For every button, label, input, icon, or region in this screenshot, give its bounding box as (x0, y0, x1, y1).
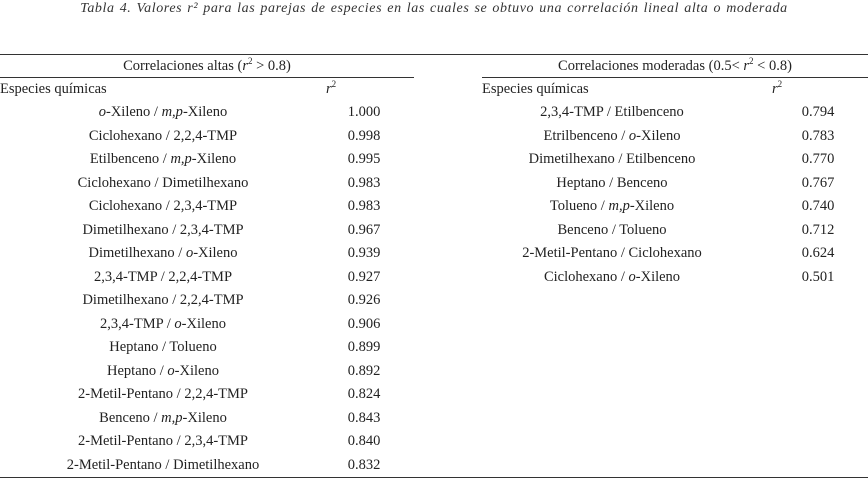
r2-value: 0.794 (801, 104, 835, 120)
r2-value: 0.892 (347, 362, 381, 379)
species-pair: 2-Metil-Pentano / Dimetilhexano (66, 456, 260, 473)
r2-value: 0.712 (801, 221, 835, 238)
r-exponent: 2 (247, 56, 253, 66)
species-pair: Dimetilhexano / 2,3,4-TMP (82, 221, 244, 238)
r-exponent: 2 (777, 79, 783, 89)
species-pair: 2-Metil-Pentano / 2,3,4-TMP (78, 433, 248, 449)
species-pair: Heptano / Benceno (556, 174, 668, 191)
group-title-prefix: Correlaciones moderadas (0.5< (558, 58, 744, 74)
species-pair: 2-Metil-Pentano / Ciclohexano (522, 245, 702, 261)
r2-value: 0.927 (347, 268, 381, 285)
r2-value: 1.000 (347, 104, 381, 120)
group-title-suffix: > 0.8) (252, 58, 291, 74)
r-symbol: r (772, 81, 778, 97)
species-pair: Dimetilhexano / o-Xileno (88, 245, 238, 261)
column-header-r2 (772, 78, 864, 100)
r2-value: 0.983 (347, 198, 381, 214)
r2-value: 0.832 (347, 456, 381, 473)
r2-value: 0.501 (801, 268, 835, 285)
r2-value: 0.899 (347, 339, 381, 355)
species-pair: Etrilbenceno / o-Xileno (543, 127, 681, 144)
r2-value: 0.824 (347, 386, 381, 402)
table-caption: Tabla 4. Valores r² para las parejas de especies en las cuales se obtuvo una correlación lineal alta o moderada (80, 1, 788, 16)
species-pair: Ciclohexano / o-Xileno (543, 268, 681, 285)
high-correlations-title (0, 55, 414, 77)
r2-value: 0.624 (801, 245, 835, 261)
species-pair: Ciclohexano / 2,2,4-TMP (88, 127, 238, 144)
group-title-prefix: Correlaciones altas ( (123, 58, 243, 74)
r2-value: 0.998 (347, 127, 381, 144)
r-symbol: r (743, 58, 750, 74)
species-pair: Ciclohexano / Dimetilhexano (77, 174, 249, 191)
column-header-species: Especies químicas (482, 81, 589, 97)
moderate-correlations-title (482, 55, 868, 77)
r2-value: 0.770 (801, 151, 835, 167)
r2-value: 0.843 (347, 409, 381, 426)
r-symbol: r (326, 81, 332, 97)
species-pair: Heptano / o-Xileno (107, 362, 219, 379)
species-pair: Ciclohexano / 2,3,4-TMP (88, 198, 238, 214)
species-pair: Etilbenceno / m,p-Xileno (89, 151, 237, 167)
species-pair: Heptano / Tolueno (109, 339, 217, 355)
species-pair: o-Xileno / m,p-Xileno (98, 104, 228, 120)
species-pair: Dimetilhexano / Etilbenceno (528, 151, 696, 167)
r2-value: 0.995 (347, 151, 381, 167)
r2-value: 0.967 (347, 221, 381, 238)
bottom-rule (0, 477, 868, 478)
species-pair: 2-Metil-Pentano / 2,2,4-TMP (78, 386, 248, 402)
r2-value: 0.939 (347, 245, 381, 261)
r2-value: 0.983 (347, 174, 381, 191)
r2-value: 0.783 (801, 127, 835, 144)
species-pair: Dimetilhexano / 2,2,4-TMP (82, 292, 244, 308)
r2-value: 0.840 (347, 433, 381, 449)
r-exponent: 2 (331, 79, 337, 89)
group-title-suffix: < 0.8) (753, 58, 792, 74)
species-pair: Tolueno / m,p-Xileno (549, 198, 675, 214)
r2-value: 0.767 (801, 174, 835, 191)
column-header-species: Especies químicas (0, 81, 107, 97)
r-exponent: 2 (749, 56, 754, 66)
r2-value: 0.740 (801, 198, 835, 214)
species-pair: Benceno / Tolueno (557, 221, 667, 238)
column-header-r2 (326, 78, 402, 100)
r2-value: 0.926 (347, 292, 381, 308)
r-symbol: r (242, 58, 248, 74)
species-pair: 2,3,4-TMP / 2,2,4-TMP (93, 268, 233, 285)
species-pair: Benceno / m,p-Xileno (99, 409, 227, 426)
r2-value: 0.906 (347, 315, 381, 332)
species-pair: 2,3,4-TMP / Etilbenceno (540, 104, 684, 120)
species-pair: 2,3,4-TMP / o-Xileno (100, 315, 226, 332)
